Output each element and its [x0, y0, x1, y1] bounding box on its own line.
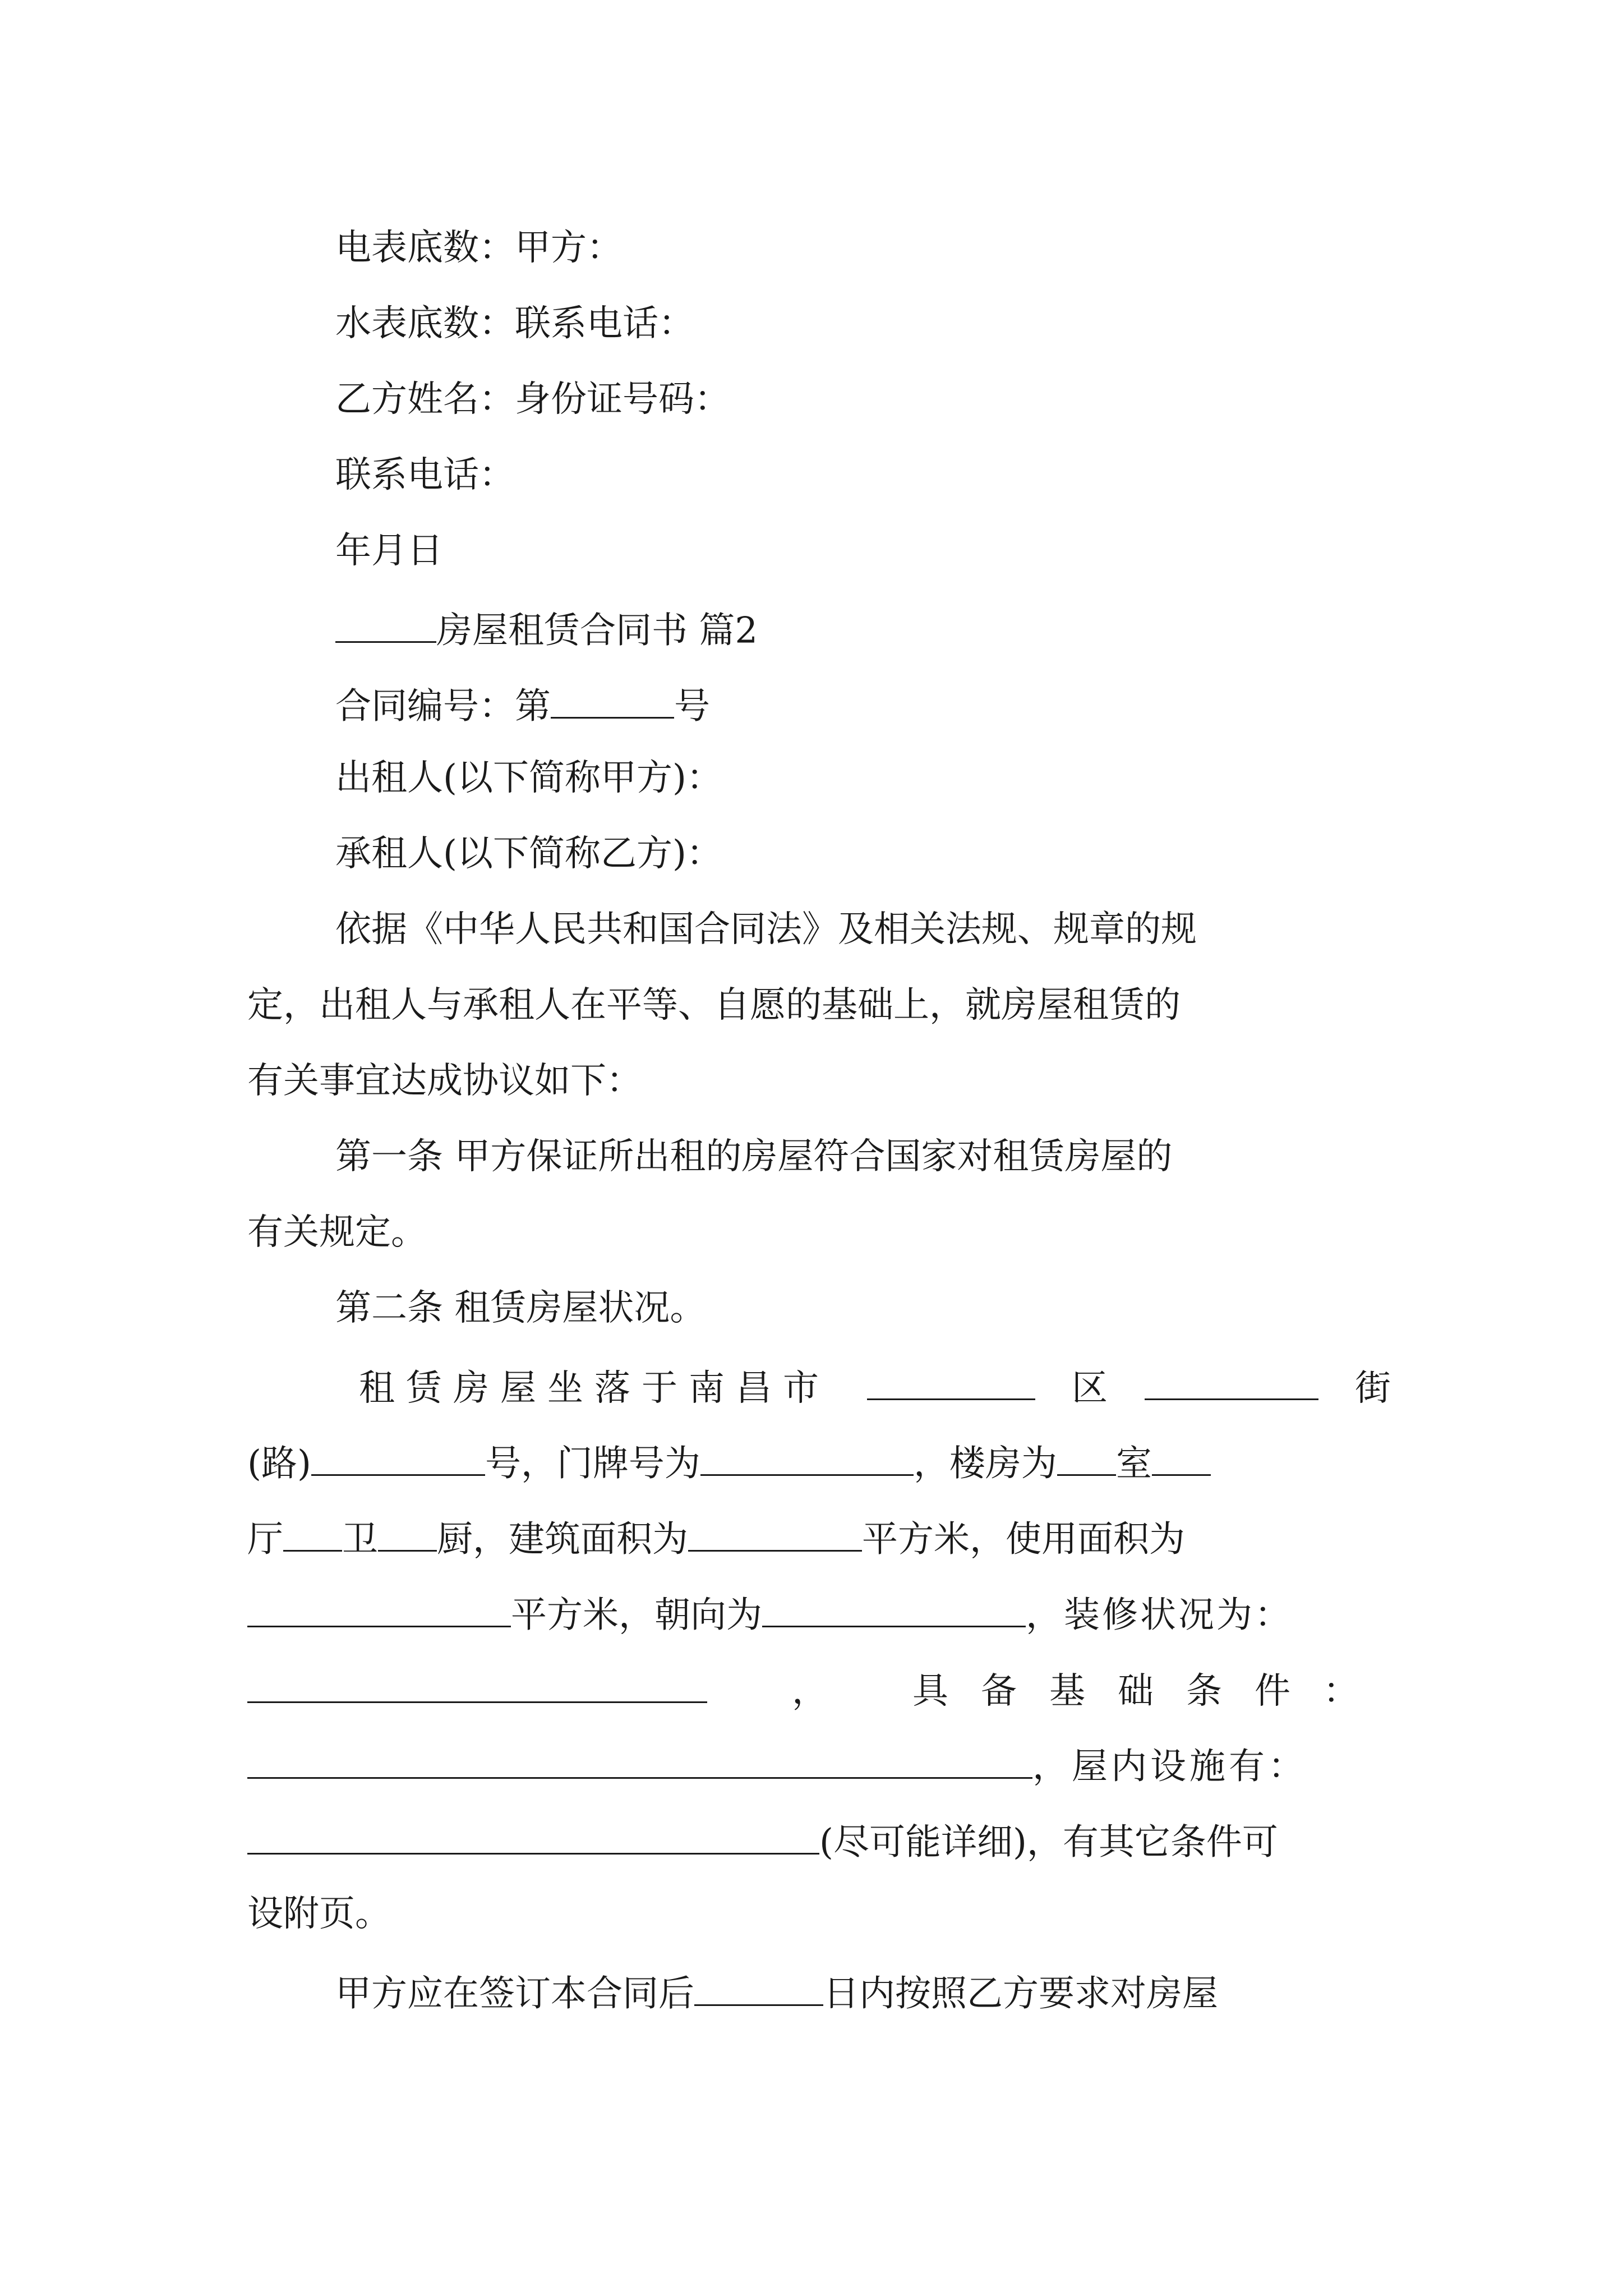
tenant-name-line: 乙方姓名：身份证号码：: [335, 379, 730, 420]
lessee-line: 承租人(以下简称乙方)：: [335, 833, 722, 875]
blank-field: [694, 1972, 823, 2006]
conditions-line: ， 具备基础条件：: [247, 1669, 1391, 1709]
blank-field: [700, 1442, 914, 1476]
meter-electric-line: 电表底数：甲方：: [335, 227, 623, 269]
contact-phone-line: 联系电话：: [335, 454, 515, 496]
area-line: 厅 卫 厨，建筑面积为 平方米，使用面积为: [247, 1517, 1185, 1558]
blank-field: [688, 1517, 862, 1552]
date-line: 年月日: [335, 530, 443, 572]
blank-field: [1145, 1366, 1318, 1400]
meter-water-line: 水表底数：联系电话：: [335, 303, 694, 344]
location-line: 租赁房屋坐落于南昌市 区 街: [359, 1366, 1391, 1406]
paragraph-line: 有关规定。: [247, 1212, 427, 1253]
blank-field: [551, 684, 674, 719]
blank-field: [247, 1745, 1032, 1779]
orientation-line: 平方米，朝向为 ，装修状况为：: [247, 1593, 1293, 1634]
obligation-line: 甲方应在签订本合同后 日内按照乙方要求对房屋: [335, 1972, 1218, 2012]
article-one-line: 第一条 甲方保证所出租的房屋符合国家对租赁房屋的: [335, 1136, 1173, 1177]
contract-number-line: 合同编号：第 号: [335, 684, 710, 725]
paragraph-line: 有关事宜达成协议如下：: [247, 1060, 642, 1102]
blank-field: [1057, 1442, 1116, 1476]
blank-field: [247, 1820, 819, 1855]
lessor-line: 出租人(以下简称甲方)：: [335, 757, 722, 799]
blank-field: [762, 1593, 1026, 1627]
paragraph-line: 依据《中华人民共和国合同法》及相关法规、规章的规: [335, 909, 1197, 950]
appendix-line: 设附页。: [247, 1893, 391, 1935]
section-title-text: 房屋租赁合同书 篇2: [436, 610, 758, 652]
facilities-line: ，屋内设施有：: [247, 1745, 1307, 1785]
blank-field: [247, 1669, 707, 1703]
blank-field: [867, 1366, 1035, 1400]
blank-field: [311, 1442, 485, 1476]
section-title: [335, 609, 758, 652]
details-line: (尽可能详细)，有其它条件可: [247, 1820, 1278, 1861]
article-two-line: 第二条 租赁房屋状况。: [335, 1287, 706, 1329]
blank-field: [335, 609, 436, 643]
blank-field: [283, 1517, 342, 1552]
blank-field: [247, 1593, 511, 1627]
paragraph-line: 定，出租人与承租人在平等、自愿的基础上，就房屋租赁的: [247, 984, 1181, 1026]
address-line: (路) 号，门牌号为 ，楼房为 室: [247, 1442, 1211, 1482]
blank-field: [1152, 1442, 1211, 1476]
blank-field: [378, 1517, 437, 1552]
